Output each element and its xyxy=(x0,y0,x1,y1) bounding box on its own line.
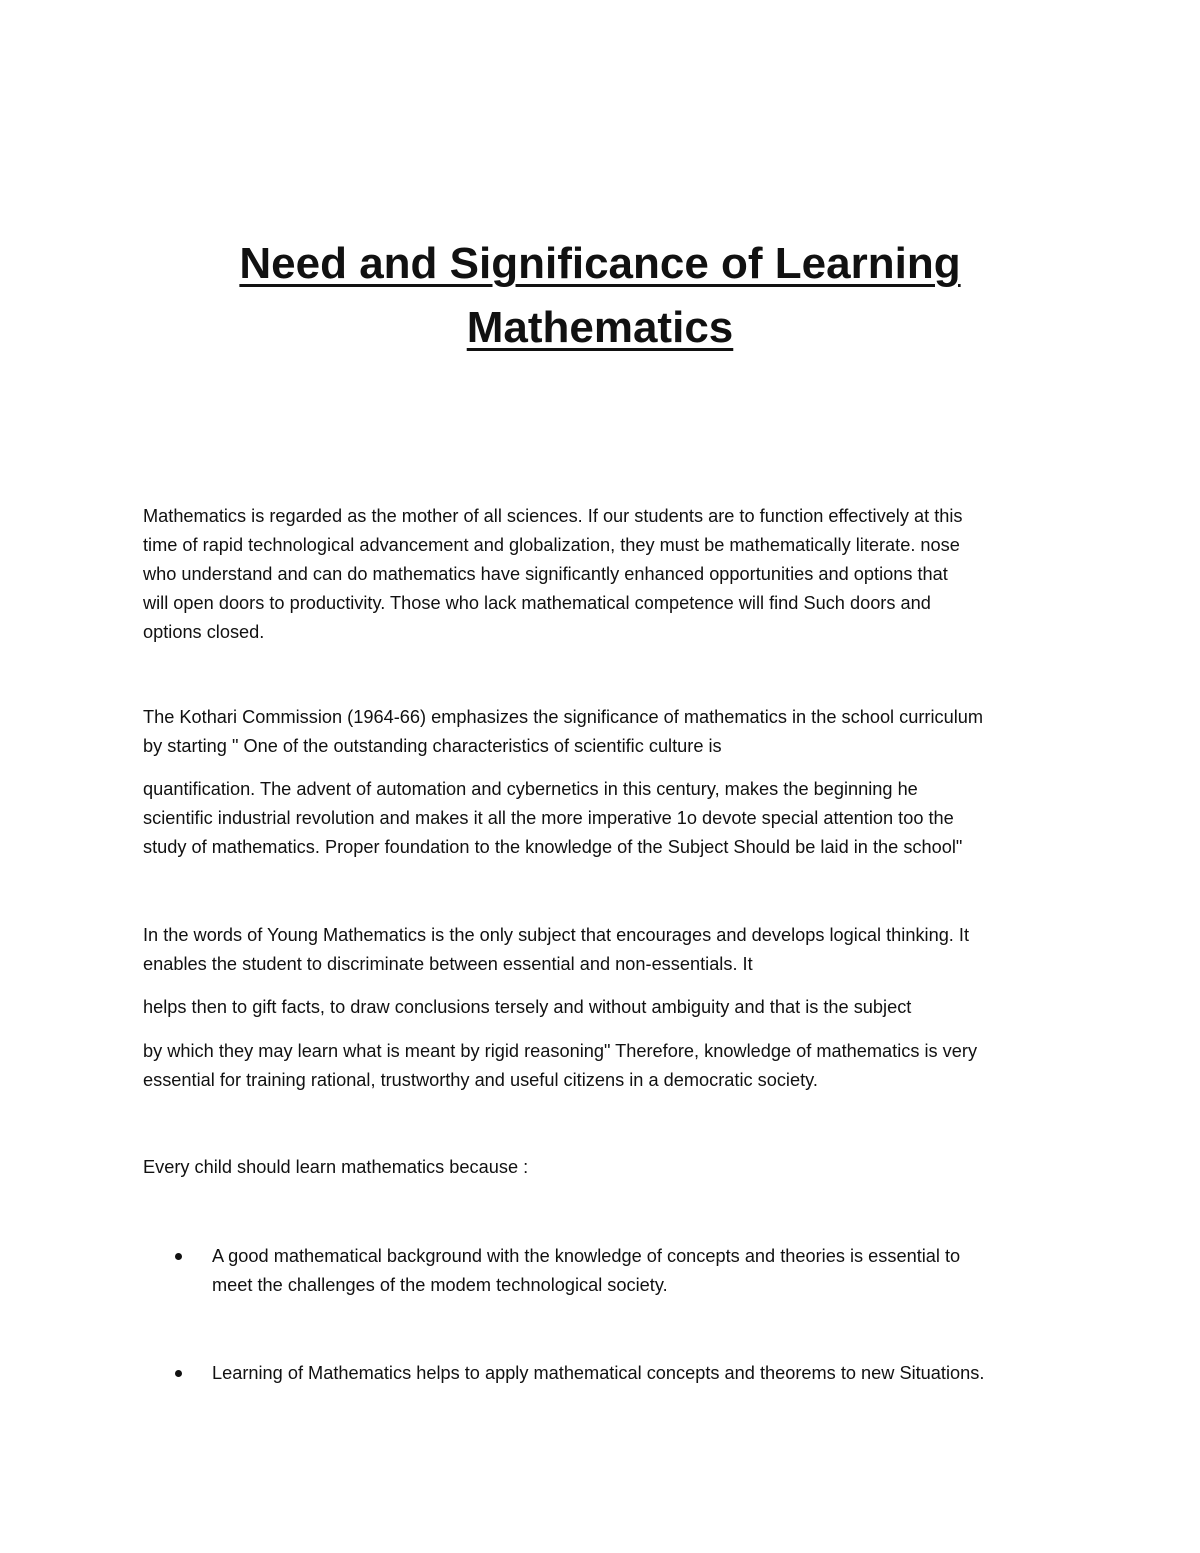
text-line: time of rapid technological advancement and globalization, they must be mathematically literate. nose xyxy=(143,535,960,555)
text-line: quantification. The advent of automation and cybernetics in this century, makes the beginning he xyxy=(143,779,918,799)
text-line: A good mathematical background with the knowledge of concepts and theories is essential to xyxy=(212,1246,961,1266)
document-title xyxy=(150,232,1050,360)
paragraph-young-quote xyxy=(143,921,1063,979)
paragraph-kothari-commission xyxy=(143,703,1063,761)
title-line: Need and Significance of Learning xyxy=(239,239,961,288)
bullet-icon xyxy=(175,1253,182,1260)
text-line: Mathematics is regarded as the mother of all sciences. If our students are to function effectively at this xyxy=(143,506,963,526)
text-line: study of mathematics. Proper foundation to the knowledge of the Subject Should be laid in the school" xyxy=(143,837,963,857)
title-line: Mathematics xyxy=(466,303,734,352)
text-line: enables the student to discriminate between essential and non-essentials. It xyxy=(143,954,753,974)
text-line: helps then to gift facts, to draw conclusions tersely and without ambiguity and that is the subject xyxy=(143,997,912,1017)
text-line: scientific industrial revolution and makes it all the more imperative 1o devote special attention too the xyxy=(143,808,954,828)
bullet-text xyxy=(212,1242,960,1300)
text-line: by which they may learn what is meant by rigid reasoning" Therefore, knowledge of mathematics is very xyxy=(143,1041,978,1061)
text-line: The Kothari Commission (1964-66) emphasizes the significance of mathematics in the school curriculum xyxy=(143,707,984,727)
text-line: options closed. xyxy=(143,622,265,642)
text-line: meet the challenges of the modem technological society. xyxy=(212,1275,668,1295)
bullet-text xyxy=(212,1359,984,1388)
text-line: by starting " One of the outstanding characteristics of scientific culture is xyxy=(143,736,722,756)
bullet-icon xyxy=(175,1370,182,1377)
paragraph-quantification xyxy=(143,775,1063,862)
text-line: will open doors to productivity. Those who lack mathematical competence will find Such doors and xyxy=(143,593,931,613)
paragraph-gift-facts xyxy=(143,993,1063,1022)
paragraph-mother-of-sciences xyxy=(143,502,1063,647)
paragraph-rigid-reasoning xyxy=(143,1037,1063,1095)
text-line: who understand and can do mathematics have significantly enhanced opportunities and options that xyxy=(143,564,948,584)
text-line: essential for training rational, trustworthy and useful citizens in a democratic society. xyxy=(143,1070,818,1090)
text-line: Every child should learn mathematics because : xyxy=(143,1157,529,1177)
paragraph-every-child xyxy=(143,1153,1063,1182)
text-line: Learning of Mathematics helps to apply mathematical concepts and theorems to new Situations. xyxy=(212,1363,985,1383)
text-line: In the words of Young Mathematics is the only subject that encourages and develops logical thinking. It xyxy=(143,925,970,945)
